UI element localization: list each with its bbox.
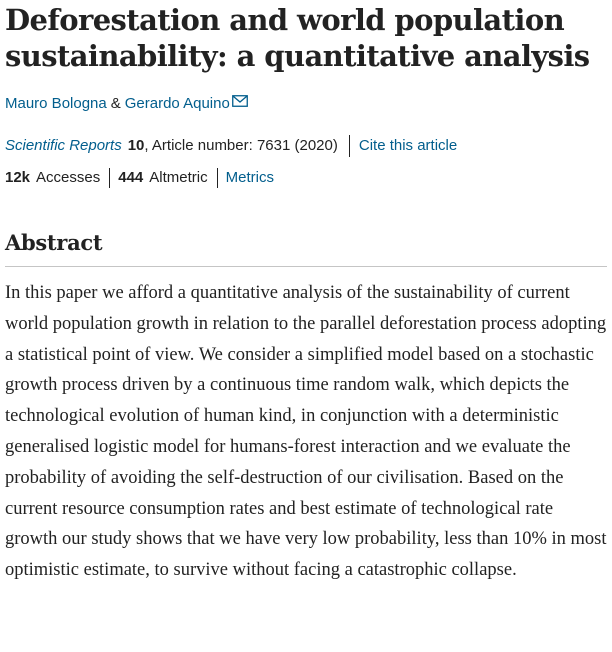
journal-name-link[interactable]: Scientific Reports bbox=[5, 137, 122, 154]
author-separator: & bbox=[110, 95, 121, 112]
article-number: , Article number: 7631 (2020) bbox=[144, 137, 338, 154]
divider bbox=[217, 168, 218, 188]
accesses-label: Accesses bbox=[36, 169, 101, 186]
article-title: Deforestation and world population sustainability: a quantitative analysis bbox=[5, 3, 590, 73]
abstract-text: In this paper we afford a quantitative analysis of the sustainability of current world population growth in relation to the parallel deforestation process adopting a statistical point of view. We consider a simplified model based on a stochastic growth process driven by a continuous time random walk, which depicts the technological evolution of human kind, in conjunction with a deterministic generalised logistic model for humans-forest interaction and we evaluate the probability of avoiding the self-destruction of our civilisation. Based on the current resource consumption rates and best estimate of technological rate growth our study shows that we have very low probability, less than 10% in most optimistic estimate, to survive without facing a catastrophic collapse. bbox=[5, 283, 607, 581]
cite-this-article-link[interactable]: Cite this article bbox=[358, 137, 458, 154]
altmetric-score: 444 bbox=[118, 169, 144, 186]
divider bbox=[349, 135, 350, 157]
metrics-link[interactable]: Metrics bbox=[225, 169, 274, 186]
article-metrics bbox=[5, 166, 607, 190]
author-link-aquino[interactable]: Gerardo Aquino bbox=[124, 95, 230, 112]
altmetric-label: Altmetric bbox=[149, 169, 208, 186]
citation-line bbox=[5, 134, 607, 158]
mail-icon[interactable] bbox=[232, 91, 248, 103]
abstract-heading: Abstract bbox=[5, 230, 103, 255]
section-divider bbox=[5, 266, 607, 267]
accesses-count: 12k bbox=[5, 169, 31, 186]
divider bbox=[109, 168, 110, 188]
journal-volume: 10 bbox=[127, 137, 145, 154]
author-list bbox=[5, 91, 607, 115]
author-link-bologna[interactable]: Mauro Bologna bbox=[5, 95, 107, 112]
article-page bbox=[5, 0, 607, 586]
